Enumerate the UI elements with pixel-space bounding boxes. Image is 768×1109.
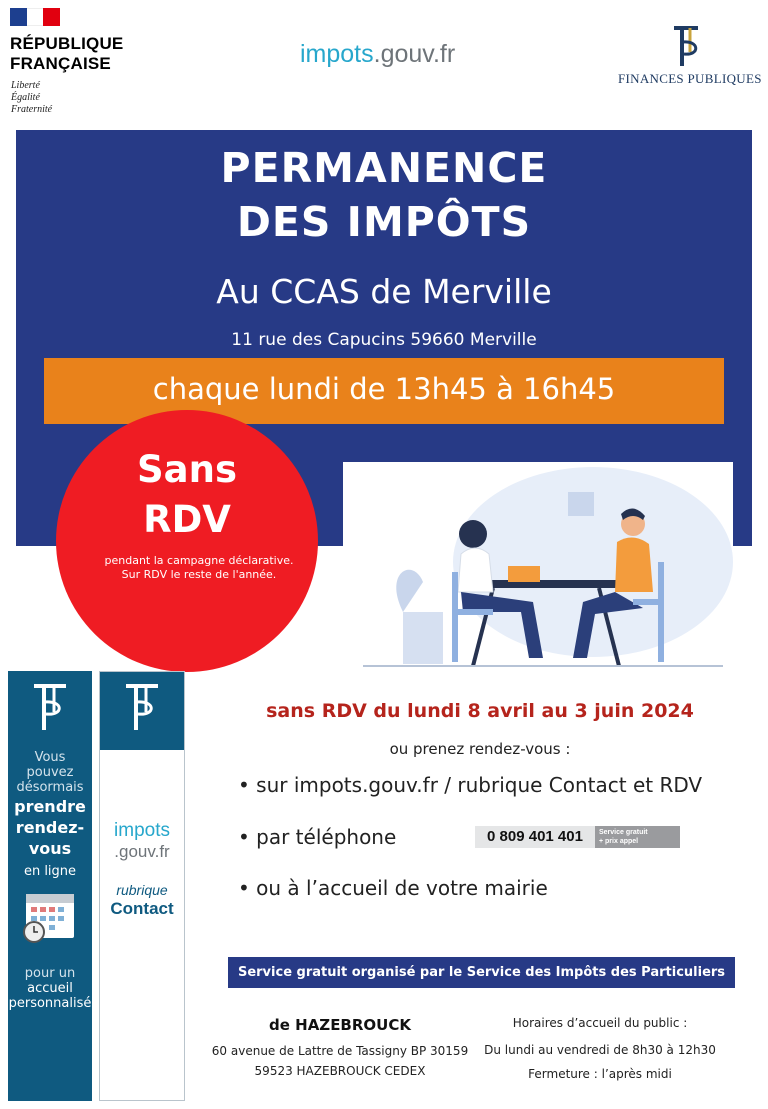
- bullet-mairie: • ou à l’accueil de votre mairie: [238, 876, 548, 900]
- address-label: 11 rue des Capucins 59660 Merville: [231, 330, 537, 350]
- meeting-illustration-icon: [343, 462, 733, 670]
- devise-liberte: Liberté: [11, 80, 40, 91]
- republique-label: RÉPUBLIQUE: [10, 34, 124, 53]
- finances-publiques-logo-icon: [660, 22, 710, 68]
- service-bar: Service gratuit organisé par le Service des Impôts des Particuliers: [228, 957, 735, 988]
- bullet-phone: • par téléphone: [238, 825, 397, 849]
- or-appointment-label: ou prenez rendez-vous :: [389, 740, 571, 758]
- impots-gouv-logo: [300, 40, 455, 69]
- panel-rubrique-text: rubrique: [116, 882, 168, 898]
- finances-publiques-text: FINANCES PUBLIQUES: [618, 71, 762, 86]
- panel-online: en ligne: [23, 864, 77, 879]
- office-address1: 60 avenue de Lattre de Tassigny BP 30159: [211, 1044, 469, 1058]
- phone-note-line1: Service gratuit: [599, 829, 648, 836]
- fp-logo-white-icon: [28, 682, 72, 732]
- panel-gouv-text: .gouv.fr: [114, 842, 170, 861]
- panel-line2: pouvez: [26, 765, 74, 780]
- bullet-website: • sur impots.gouv.fr / rubrique Contact et RDV: [238, 773, 703, 797]
- panel-contact-text: Contact: [110, 899, 174, 918]
- title-line2: DES IMPÔTS: [236, 198, 532, 246]
- office-address2: 59523 HAZEBROUCK CEDEX: [254, 1064, 426, 1078]
- fp-logo-white-icon: [120, 682, 164, 732]
- hours-title: Horaires d’accueil du public :: [512, 1016, 688, 1030]
- devise-fraternite: Fraternité: [11, 104, 53, 115]
- panel-bottom1: pour un: [24, 966, 76, 981]
- office-name: de HAZEBROUCK: [269, 1016, 411, 1034]
- panel-bottom3: personnalisé: [8, 996, 92, 1011]
- impots-logo-part1: impots: [300, 40, 374, 68]
- hours-text: Du lundi au vendredi de 8h30 à 12h30: [484, 1043, 716, 1057]
- closed-text: Fermeture : l’après midi: [528, 1067, 672, 1081]
- devise-egalite: Égalité: [11, 92, 40, 103]
- french-flag-icon: [10, 8, 60, 26]
- badge-note: pendant la campagne déclarative. Sur RDV le reste de l'année.: [104, 554, 294, 581]
- place-label: Au CCAS de Merville: [216, 272, 552, 311]
- phone-note-line2: + prix appel: [599, 838, 639, 845]
- panel-big3: vous: [28, 839, 72, 858]
- phone-number: 0 809 401 401: [475, 826, 595, 848]
- panel-line1: Vous: [34, 750, 66, 765]
- impots-logo-part2: .gouv.fr: [373, 40, 456, 68]
- badge-line2: RDV: [143, 498, 231, 541]
- panel-bottom2: accueil: [27, 981, 73, 996]
- title-line1: PERMANENCE: [220, 144, 548, 192]
- walk-in-dates: sans RDV du lundi 8 avril au 3 juin 2024: [266, 700, 694, 722]
- online-appointment-panel: [8, 671, 92, 1101]
- phone-note: [595, 826, 680, 848]
- schedule-text: chaque lundi de 13h45 à 16h45: [152, 372, 616, 406]
- panel-line3: désormais: [16, 780, 84, 795]
- calendar-clock-icon: [22, 888, 78, 944]
- phone-number-box: [475, 826, 680, 848]
- francaise-label: FRANÇAISE: [10, 54, 111, 73]
- panel-big2: rendez-: [15, 818, 85, 837]
- panel-impots-text: impots: [114, 820, 170, 841]
- panel-big1: prendre: [14, 797, 86, 816]
- badge-line1: Sans: [137, 448, 237, 491]
